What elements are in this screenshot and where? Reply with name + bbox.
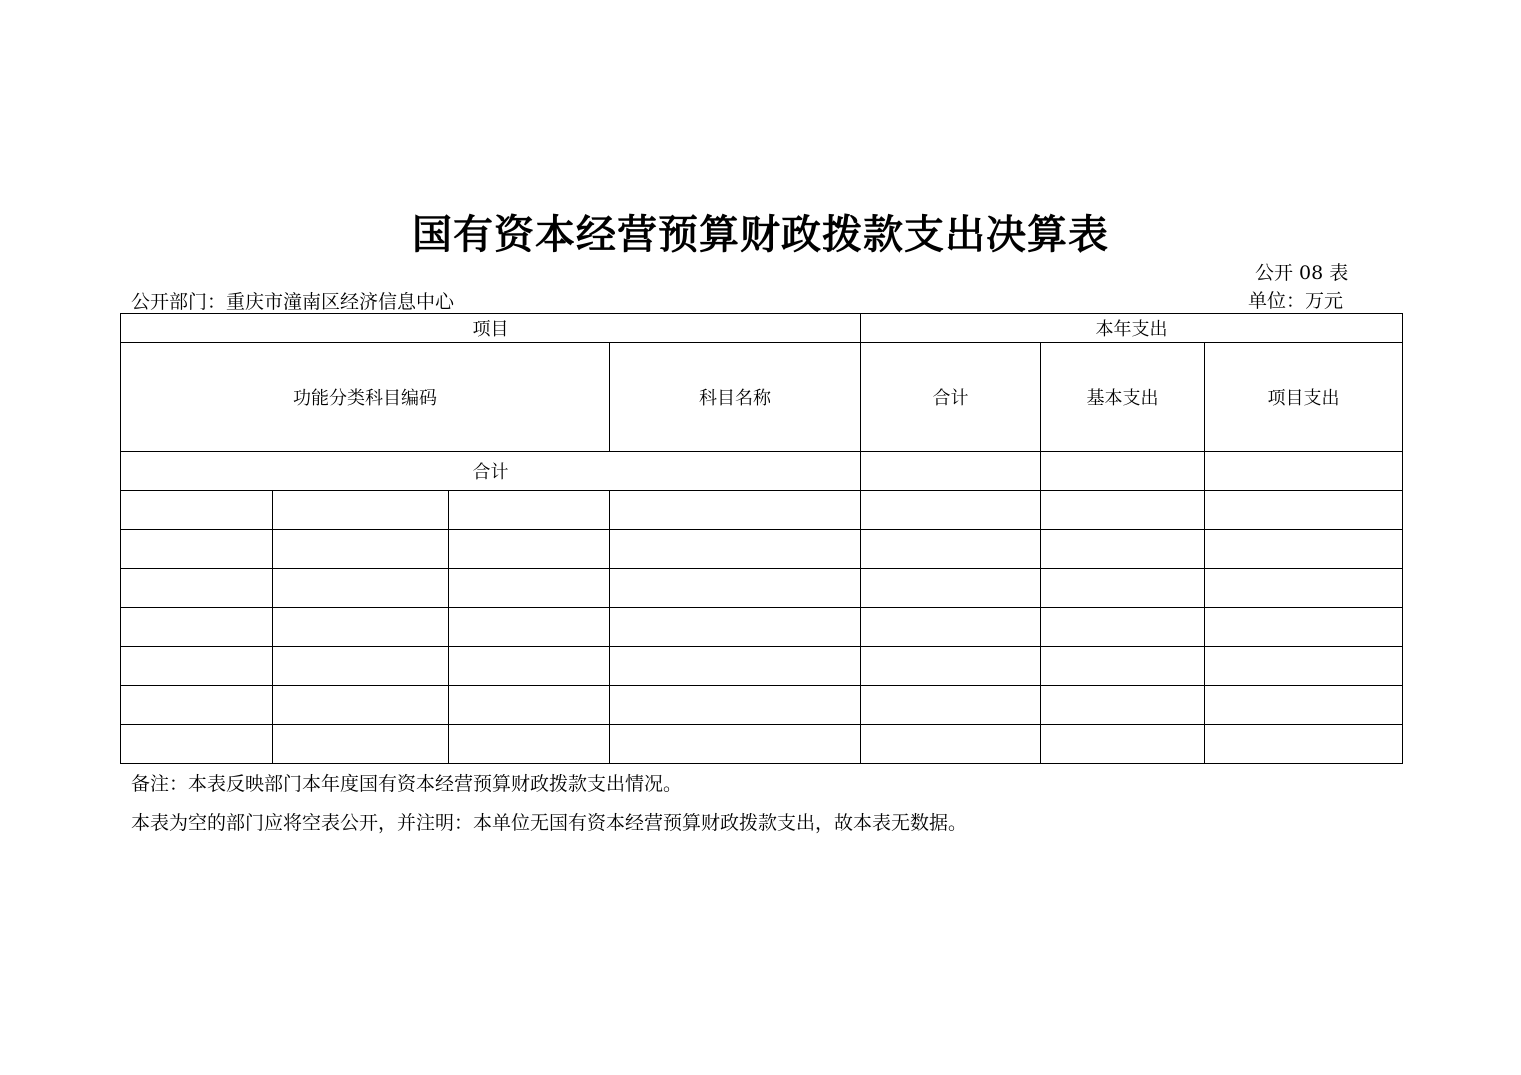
table-cell — [1205, 725, 1403, 764]
total-cell — [1041, 452, 1205, 491]
table-cell — [861, 686, 1041, 725]
table-cell — [449, 491, 610, 530]
table-cell — [121, 530, 273, 569]
table-cell — [273, 491, 449, 530]
table-cell — [1041, 647, 1205, 686]
table-cell — [121, 569, 273, 608]
total-row — [121, 452, 1403, 491]
col-code-header: 功能分类科目编码 — [121, 343, 610, 452]
table-cell — [1041, 569, 1205, 608]
total-label: 合计 — [121, 452, 861, 491]
table-cell — [121, 725, 273, 764]
table-cell — [1041, 608, 1205, 647]
col-basic-header: 基本支出 — [1041, 343, 1205, 452]
table-cell — [273, 686, 449, 725]
table-cell — [1205, 491, 1403, 530]
table-cell — [449, 608, 610, 647]
table-row — [121, 491, 1403, 530]
table-cell — [273, 647, 449, 686]
total-cell — [1205, 452, 1403, 491]
total-cell — [861, 452, 1041, 491]
table-cell — [273, 569, 449, 608]
table-row — [121, 647, 1403, 686]
table-row — [121, 569, 1403, 608]
table-cell — [610, 569, 861, 608]
header-item: 项目 — [121, 314, 861, 343]
unit-label: 单位：万元 — [1248, 290, 1344, 312]
table-row — [121, 608, 1403, 647]
table-cell — [449, 530, 610, 569]
form-number: 公开 08 表 — [1255, 262, 1349, 284]
table-cell — [449, 647, 610, 686]
col-project-header: 项目支出 — [1205, 343, 1403, 452]
table-cell — [861, 491, 1041, 530]
page-title: 国有资本经营预算财政拨款支出决算表 — [412, 211, 1109, 258]
table-cell — [1041, 530, 1205, 569]
table-cell — [1205, 647, 1403, 686]
table-cell — [449, 725, 610, 764]
header-row-1 — [121, 314, 1403, 343]
table-cell — [273, 725, 449, 764]
table-cell — [861, 725, 1041, 764]
table-cell — [1205, 608, 1403, 647]
table-cell — [1205, 530, 1403, 569]
table-cell — [861, 647, 1041, 686]
table-cell — [610, 647, 861, 686]
table-cell — [610, 530, 861, 569]
header-current-year: 本年支出 — [861, 314, 1403, 343]
table-cell — [610, 686, 861, 725]
table-cell — [121, 608, 273, 647]
department-label: 公开部门：重庆市潼南区经济信息中心 — [131, 291, 455, 313]
table-cell — [610, 491, 861, 530]
note-line-1: 备注：本表反映部门本年度国有资本经营预算财政拨款支出情况。 — [131, 773, 683, 795]
table-cell — [1205, 569, 1403, 608]
budget-table — [120, 313, 1403, 764]
table-cell — [1041, 725, 1205, 764]
table-row — [121, 725, 1403, 764]
table-cell — [1205, 686, 1403, 725]
table-cell — [610, 608, 861, 647]
header-row-2 — [121, 343, 1403, 452]
col-total-header: 合计 — [861, 343, 1041, 452]
table-cell — [121, 686, 273, 725]
table-cell — [273, 608, 449, 647]
table-cell — [861, 569, 1041, 608]
note-line-2: 本表为空的部门应将空表公开，并注明：本单位无国有资本经营预算财政拨款支出，故本表无数据。 — [131, 812, 968, 834]
table-cell — [449, 569, 610, 608]
table-cell — [121, 491, 273, 530]
table-cell — [1041, 491, 1205, 530]
table-row — [121, 530, 1403, 569]
col-name-header: 科目名称 — [610, 343, 861, 452]
table-cell — [610, 725, 861, 764]
table-cell — [273, 530, 449, 569]
table-cell — [1041, 686, 1205, 725]
table-cell — [861, 530, 1041, 569]
table-cell — [861, 608, 1041, 647]
table-cell — [121, 647, 273, 686]
table-row — [121, 686, 1403, 725]
table-cell — [449, 686, 610, 725]
